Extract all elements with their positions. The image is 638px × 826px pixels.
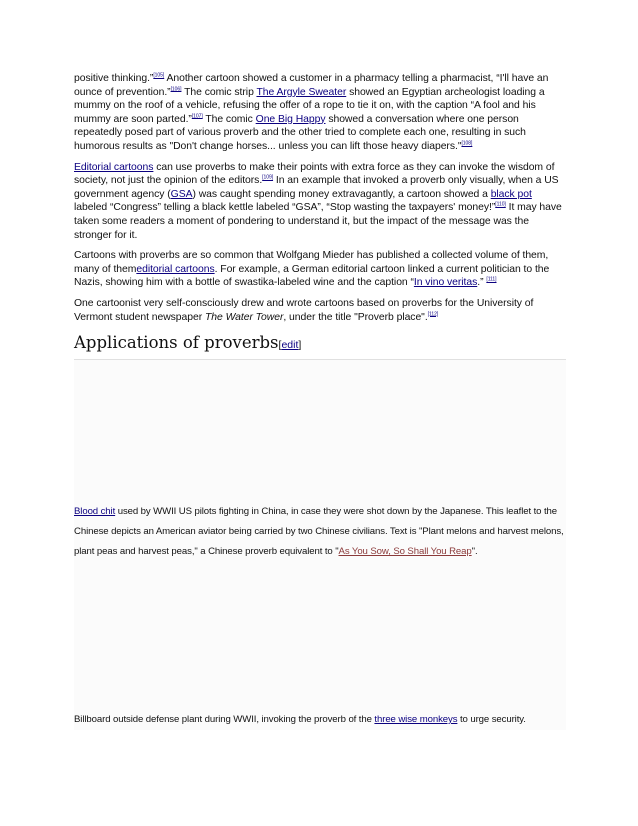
link-blood-chit[interactable]: Blood chit <box>74 506 116 518</box>
text: labeled “Congress” telling a black kettle labeled “GSA”, “Stop wasting the taxpayers' money!” <box>74 202 496 214</box>
paragraph-cartoons-examples <box>74 72 566 154</box>
citation-108[interactable]: [108] <box>461 140 473 147</box>
section-title: Applications of proverbs <box>74 333 279 353</box>
text: to urge security. <box>457 714 526 726</box>
text: Cartoons with proverbs are so common that Wolfgang Mieder has published a collected volume of them, many of them <box>74 250 549 275</box>
paragraph-water-tower <box>74 297 566 324</box>
text: showed an Egyptian archeologist loading a mummy on the roof of a vehicle, refusing the offer of a rope to tie it on, with the caption “A fool and his mummy are soon parted.” <box>74 86 545 125</box>
text: One cartoonist very self-consciously drew and wrote cartoons based on proverbs for the University of Vermont student newspaper <box>74 297 534 323</box>
bracket-close: ] <box>298 339 302 352</box>
link-in-vino-veritas[interactable]: In vino veritas <box>413 277 478 289</box>
text: It may have taken some readers a moment of pondering to understand it, but the impact of the message was the stronger for it. <box>74 202 562 241</box>
text: Billboard outside defense plant during WWII, invoking the proverb of the <box>74 714 375 726</box>
figure-thumbnail-area <box>74 359 566 730</box>
citation-110[interactable]: [110] <box>495 201 506 208</box>
text: The comic <box>202 113 256 125</box>
blood-chit-image-placeholder <box>74 360 566 502</box>
citation-106[interactable]: [106] <box>170 86 182 93</box>
edit-section <box>279 339 302 351</box>
text: In an example that invoked a proverb only visually, when a US government agency ( <box>74 175 559 200</box>
link-one-big-happy[interactable]: One Big Happy <box>255 113 326 125</box>
text: .” <box>477 277 487 289</box>
text: used by WWII US pilots fighting in China, in case they were shot down by the Japanese. This leaflet to the Chinese depicts an American aviator being carried by two Chinese civilians. Text is "Plant melons and harvest melons, plant peas and harvest peas," a Chinese proverb equivalent to " <box>74 506 564 558</box>
citation-107[interactable]: [107] <box>191 113 203 120</box>
text: ) was caught spending money extravagantly, a cartoon showed a <box>192 188 491 200</box>
link-three-wise-monkeys[interactable]: three wise monkeys <box>374 714 458 726</box>
article-body <box>74 72 566 730</box>
paragraph-editorial-cartoons <box>74 161 566 243</box>
link-the-argyle-sweater[interactable]: The Argyle Sweater <box>256 86 347 98</box>
text: ". <box>471 546 478 558</box>
section-heading <box>74 332 566 359</box>
link-editorial-cartoons-2[interactable]: editorial cartoons <box>136 263 215 275</box>
billboard-image-placeholder <box>74 562 566 710</box>
link-gsa[interactable]: GSA <box>170 188 193 200</box>
text: . For example, a German editorial cartoon linked a current politician to the Nazis, showing him with a bottle of swastika-labeled wine and the caption “ <box>74 263 550 289</box>
edit-link[interactable]: edit <box>281 339 299 352</box>
citation-112[interactable]: [112] <box>427 311 439 318</box>
newspaper-title: The Water Tower <box>204 311 284 323</box>
link-as-you-sow[interactable]: As You Sow, So Shall You Reap <box>338 546 472 558</box>
text: can use proverbs to make their points with extra force as they can invoke the wisdom of society, not just the opinion of the editors. <box>74 161 555 187</box>
text: The comic strip <box>181 86 257 98</box>
citation-111[interactable]: [111] <box>486 276 497 283</box>
text: Another cartoon showed a customer in a pharmacy telling a pharmacist, “I'll have an ounce of prevention.” <box>74 73 549 98</box>
citation-109[interactable]: [109] <box>262 174 274 181</box>
text: positive thinking.” <box>74 73 154 84</box>
citation-105[interactable]: [105] <box>153 72 165 79</box>
figure-caption-blood-chit <box>74 502 566 562</box>
link-editorial-cartoons[interactable]: Editorial cartoons <box>74 161 154 173</box>
text: showed a conversation where one person repeatedly posed part of various proverb and the other tried to complete each one, resulting in such humorous results as "Don't change horses... unless you can lift those heavy diapers." <box>74 113 526 152</box>
link-black-pot[interactable]: black pot <box>490 188 532 200</box>
text: , under the title "Proverb place". <box>283 311 428 323</box>
figure-caption-billboard <box>74 710 566 730</box>
bracket-open: [ <box>278 339 282 352</box>
paragraph-mieder-collection <box>74 249 566 290</box>
